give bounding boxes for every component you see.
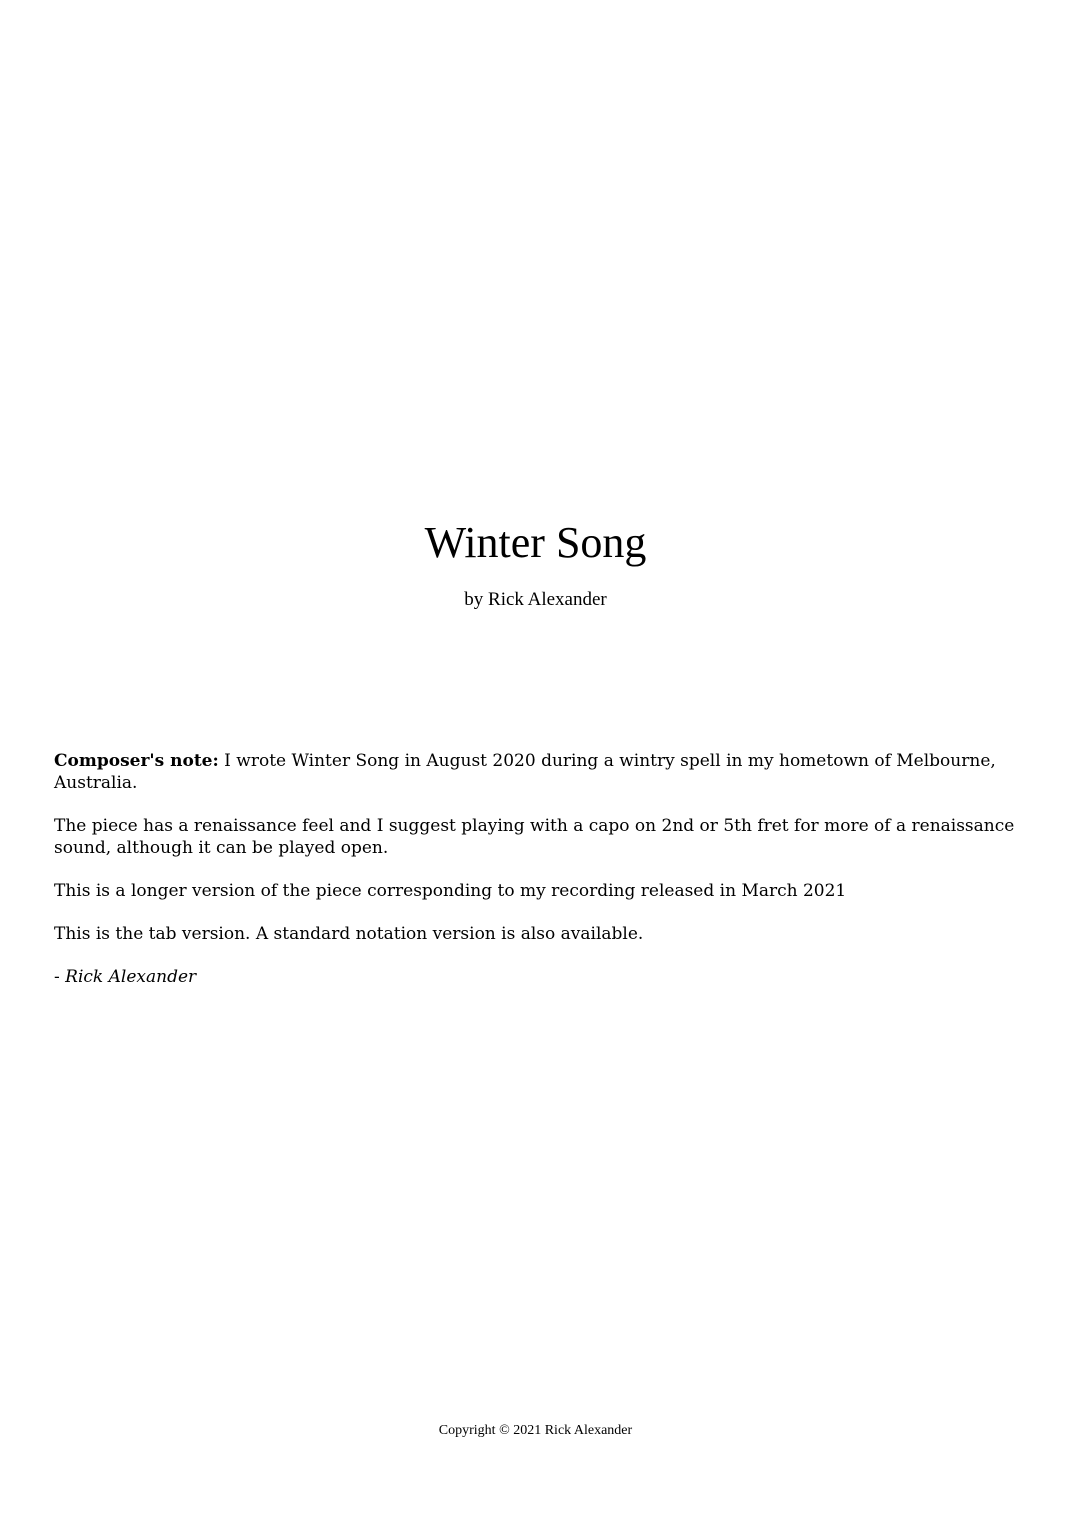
copyright-footer: Copyright © 2021 Rick Alexander (438, 1423, 633, 1438)
note-paragraph-1 (54, 750, 1044, 794)
byline: by Rick Alexander (464, 589, 607, 610)
note-paragraph-2: The piece has a renaissance feel and I suggest playing with a capo on 2nd or 5th fret for more of a renaissance sound, although it can be played open. (54, 816, 1015, 858)
page-title: Winter Song (424, 518, 647, 567)
signature-name: Rick Alexander (65, 967, 197, 987)
note-signature (54, 966, 1044, 988)
composer-notes (54, 750, 1044, 1009)
note-paragraph-3: This is a longer version of the piece corresponding to my recording released in March 2021 (54, 881, 847, 901)
note-paragraph-1-text: I wrote Winter Song in August 2020 during a wintry spell in my hometown of Melbourne, Australia. (54, 751, 996, 793)
note-paragraph-4: This is the tab version. A standard notation version is also available. (54, 924, 644, 944)
note-lead-label: Composer's note: (54, 751, 219, 771)
signature-dash: - (54, 967, 66, 987)
